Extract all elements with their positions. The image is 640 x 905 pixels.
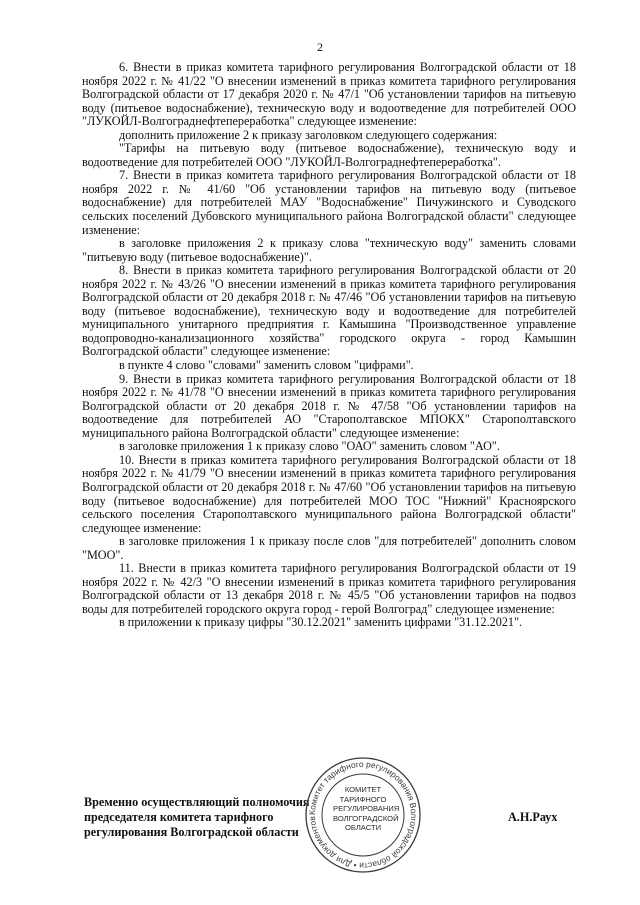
seal-ring-text: Комитет тарифного регулирования Волгоградской области • Для документов <box>306 758 420 872</box>
paragraph-item-8: 8. Внести в приказ комитета тарифного регулирования Волгоградской области от 20 ноября 2022 г. № 43/26 "О внесении изменений в приказ комитета тарифного регулирования Волгоградской области от 20 декабря 2018 г. № 47/46 "Об установлении тарифов на питьевую воду (питьевое водоснабжение), техническую воду и водоотведение для потребителей муниципального унитарного предприятия г. Камышина "Производственное управление водопроводно-канализационного хозяйства" городского округа - город Камышин Волгоградской области" следующее изменение: <box>82 263 576 359</box>
paragraph-item-9-action: в заголовке приложения 1 к приказу слово "ОАО" заменить словом "АО". <box>119 439 500 454</box>
seal-center-text <box>333 785 400 833</box>
page-number: 2 <box>317 40 323 54</box>
paragraph-item-6: 6. Внести в приказ комитета тарифного регулирования Волгоградской области от 18 ноября 2022 г. № 41/22 "О внесении изменений в приказ комитета тарифного регулирования Волгоградской области от 17 декабря 2020 г. № 47/1 "Об установлении тарифов на питьевую воду (питьевое водоснабжение), техническую воду и водоотведение для потребителей ООО "ЛУКОЙЛ-Волгограднефтепереработка" следующее изменение: <box>82 60 576 129</box>
seal-line: КОМИТЕТ <box>344 785 382 794</box>
paragraph-item-8-action: в пункте 4 слово "словами" заменить словом "цифрами". <box>119 358 414 373</box>
signatory-title-line-1: Временно осуществляющий полномочия <box>84 795 310 809</box>
paragraph-item-9: 9. Внести в приказ комитета тарифного регулирования Волгоградской области от 18 ноября 2022 г. № 41/78 "О внесении изменений в приказ комитета тарифного регулирования Волгоградской области от 20 декабря 2018 г. № 47/58 "Об установлении тарифов на водоотведение для потребителей АО "Старополтавское МПОКХ" Старополтавского муниципального района Волгоградской области" следующее изменение: <box>82 371 576 440</box>
paragraph-item-6-quote: "Тарифы на питьевую воду (питьевое водоснабжение), техническую воду и водоотведение для потребителей ООО "ЛУКОЙЛ-Волгограднефтепереработка". <box>82 141 576 169</box>
seal-line: РЕГУЛИРОВАНИЯ <box>333 804 400 814</box>
paragraph-item-10: 10. Внести в приказ комитета тарифного регулирования Волгоградской области от 18 ноября 2022 г. № 41/79 "О внесении изменений в приказ комитета тарифного регулирования Волгоградской области от 20 декабря 2018 г. № 47/60 "Об установлении тарифов на питьевую воду (питьевое водоснабжение) для потребителей МОО ТОС "Нижний" Красноярского сельского поселения Старополтавского муниципального района Волгоградской области" следующее изменение: <box>82 452 576 535</box>
paragraph-item-11: 11. Внести в приказ комитета тарифного регулирования Волгоградской области от 19 ноября 2022 г. № 42/3 "О внесении изменений в приказ комитета тарифного регулирования Волгоградской области от 13 декабря 2018 г. № 45/5 "Об установлении тарифов на подвоз воды для потребителей городского округа город - герой Волгоград" следующее изменение: <box>82 561 576 616</box>
paragraph-item-7: 7. Внести в приказ комитета тарифного регулирования Волгоградской области от 18 ноября 2022 г. № 41/60 "Об установлении тарифов на питьевую воду (питьевое водоснабжение) для потребителей МАУ "Водоснабжение" Пичужинского и Суводского сельских поселений Дубовского муниципального района Волгоградской области" следующее изменение: <box>82 168 576 237</box>
seal-line: ТАРИФНОГО <box>339 794 387 804</box>
signatory-title-line-2: председателя комитета тарифного <box>84 810 274 824</box>
seal-line: ОБЛАСТИ <box>344 823 382 833</box>
document-body <box>82 61 576 630</box>
paragraph-item-6-action: дополнить приложение 2 к приказу заголовком следующего содержания: <box>119 127 498 142</box>
seal-line: ВОЛГОГРАДСКОЙ <box>333 813 399 823</box>
signatory-name: А.Н.Раух <box>508 810 558 824</box>
signature-block <box>84 795 334 840</box>
paragraph-item-7-action: в заголовке приложения 2 к приказу слова "техническую воду" заменить словами "питьевую воду (питьевое водоснабжение)". <box>82 236 576 264</box>
paragraph-item-11-action: в приложении к приказу цифры "30.12.2021" заменить цифрами "31.12.2021". <box>119 615 523 630</box>
paragraph-item-10-action: в заголовке приложения 1 к приказу после слов "для потребителей" дополнить словом "МОО". <box>82 534 576 562</box>
signatory-title-line-3: регулирования Волгоградской области <box>84 825 299 839</box>
